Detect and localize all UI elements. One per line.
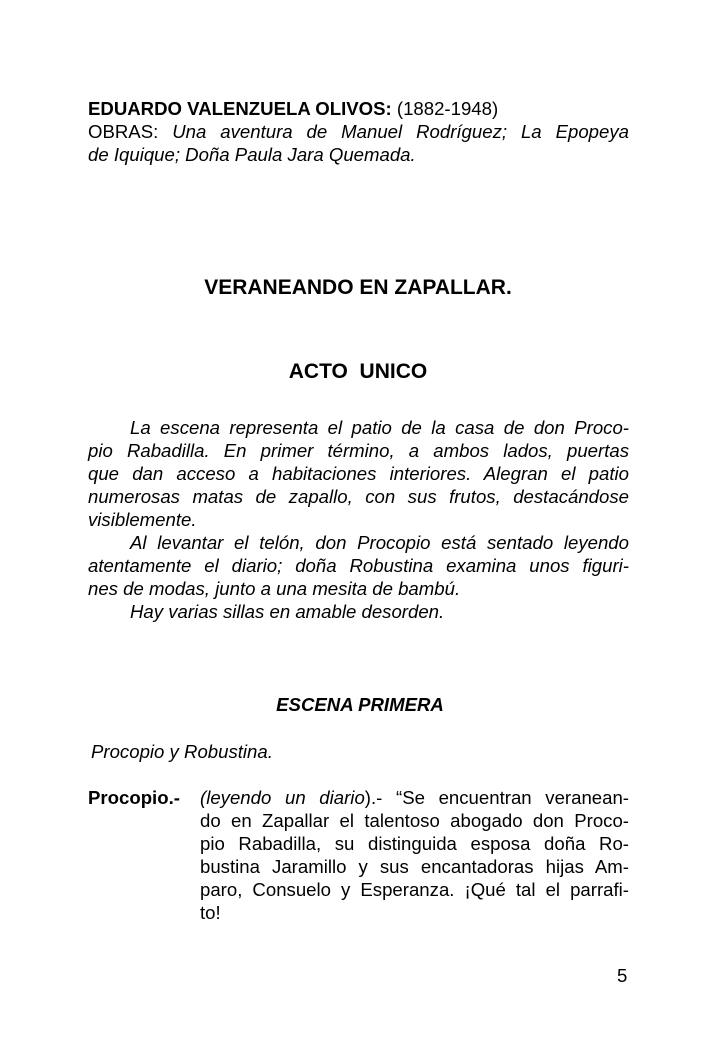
dialogue-first-rest: ).- “Se encuentran veranean- bbox=[364, 787, 629, 808]
dialogue-line: bustina Jaramillo y sus encantadoras hijas Am- bbox=[200, 856, 629, 877]
dialogue-line: to! bbox=[200, 902, 221, 923]
stage-direction-line: Al levantar el telón, don Procopio está sentado leyendo bbox=[130, 532, 629, 553]
dialogue-line: paro, Consuelo y Esperanza. ¡Qué tal el parrafi- bbox=[200, 879, 629, 900]
stage-direction-line: Hay varias sillas en amable desorden. bbox=[130, 601, 445, 622]
author-name: EDUARDO VALENZUELA OLIVOS: bbox=[88, 98, 392, 119]
dialogue-line: pio Rabadilla, su distinguida esposa doña Ro- bbox=[200, 833, 629, 854]
page-number: 5 bbox=[617, 965, 628, 986]
works-line-1 bbox=[88, 120, 629, 143]
stage-direction-line: que dan acceso a habitaciones interiores. Alegran el patio bbox=[88, 463, 629, 484]
act-heading bbox=[0, 359, 728, 385]
works-list-1: Una aventura de Manuel Rodríguez; La Epopeya bbox=[172, 121, 629, 142]
act-heading-text: ACTO UNICO bbox=[288, 360, 428, 383]
stage-direction-line: nes de modas, junto a una mesita de bambú. bbox=[88, 578, 461, 599]
stage-direction-line: pio Rabadilla. En primer término, a ambos lados, puertas bbox=[88, 440, 629, 461]
speaker-name: Procopio.- bbox=[88, 787, 180, 808]
scene-heading bbox=[0, 693, 728, 716]
works-label: OBRAS: bbox=[88, 121, 159, 142]
dialogue-line: do en Zapallar el talentoso abogado don Proco- bbox=[200, 810, 629, 831]
play-title bbox=[0, 275, 728, 301]
stage-direction-line: visiblemente. bbox=[88, 509, 197, 530]
author-years: (1882-1948) bbox=[396, 98, 499, 119]
author-heading bbox=[88, 97, 629, 120]
dialogue-direction: (leyendo un diario bbox=[200, 787, 365, 808]
scene-heading-text: ESCENA PRIMERA bbox=[276, 694, 444, 715]
stage-direction-line: La escena representa el patio de la casa de don Proco- bbox=[130, 417, 629, 438]
stage-direction-line: numerosas matas de zapallo, con sus frutos, destacándose bbox=[88, 486, 629, 507]
works-list-2: de Iquique; Doña Paula Jara Quemada. bbox=[88, 144, 416, 165]
play-title-text: VERANEANDO EN ZAPALLAR. bbox=[204, 276, 512, 299]
scene-characters: Procopio y Robustina. bbox=[91, 741, 273, 762]
stage-direction-line: atentamente el diario; doña Robustina examina unos figuri- bbox=[88, 555, 629, 576]
dialogue-line bbox=[200, 786, 629, 809]
